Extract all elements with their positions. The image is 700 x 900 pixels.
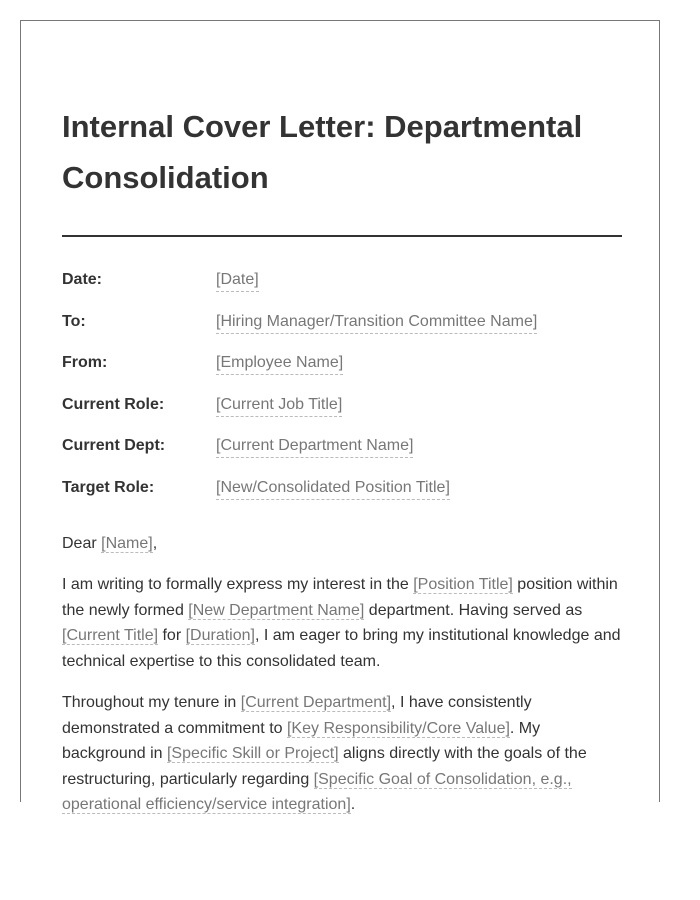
current-department-placeholder: [Current Department] — [240, 693, 392, 711]
field-value-current-role: [Current Job Title] — [216, 394, 342, 417]
letter-body — [62, 531, 627, 833]
paragraph-text: , I am eager to bring my institutional knowledge and technical expertise to this consolidated team. — [62, 627, 621, 670]
header-fields — [62, 269, 622, 519]
paragraph-text: . My background in — [62, 719, 541, 763]
paragraph-interest — [62, 572, 627, 674]
paragraph-text: aligns directly with the goals of the restructuring, particularly regarding — [62, 745, 587, 788]
field-label-from: From: — [62, 354, 108, 372]
key-responsibility-placeholder: [Key Responsibility/Core Value] — [286, 719, 510, 737]
field-row-current-dept — [62, 435, 622, 477]
field-value-target-role: [New/Consolidated Position Title] — [216, 477, 450, 500]
paragraph-text: I am writing to formally express my interest in the — [62, 576, 414, 594]
paragraph-text: Throughout my tenure in — [62, 693, 241, 711]
letter-page — [20, 20, 660, 814]
salutation-prefix: Dear — [62, 535, 102, 552]
page-title: Internal Cover Letter: Departmental Consolidation — [62, 109, 583, 195]
field-label-current-role: Current Role: — [62, 395, 165, 413]
field-row-current-role — [62, 394, 622, 436]
paragraph-text: department. Having served as — [364, 601, 583, 619]
salutation — [62, 531, 627, 557]
paragraph-text: , I have consistently demonstrated a commitment to — [62, 693, 532, 737]
field-row-date — [62, 269, 622, 311]
paragraph-text: for — [158, 627, 186, 645]
field-label-target-role: Target Role: — [62, 478, 155, 496]
title-divider — [62, 235, 622, 237]
field-row-target-role — [62, 477, 622, 519]
field-value-date: [Date] — [216, 269, 259, 292]
paragraph-text: . — [350, 796, 356, 814]
duration-placeholder: [Duration] — [185, 627, 255, 645]
field-label-to: To: — [62, 312, 86, 330]
position-title-placeholder: [Position Title] — [413, 576, 513, 594]
specific-skill-placeholder: [Specific Skill or Project] — [166, 745, 339, 763]
field-label-current-dept: Current Dept: — [62, 437, 166, 455]
paragraph-tenure — [62, 690, 627, 818]
field-row-from — [62, 352, 622, 394]
field-value-current-dept: [Current Department Name] — [216, 435, 413, 458]
field-label-date: Date: — [62, 271, 103, 288]
field-row-to — [62, 311, 622, 353]
salutation-name-placeholder: [Name] — [101, 535, 153, 552]
salutation-suffix: , — [152, 535, 158, 552]
consolidation-goal-placeholder: [Specific Goal of Consolidation, e.g., operational efficiency/service integration] — [62, 770, 572, 814]
new-department-placeholder: [New Department Name] — [188, 601, 365, 619]
field-value-to: [Hiring Manager/Transition Committee Name] — [216, 311, 537, 334]
field-value-from: [Employee Name] — [216, 352, 343, 375]
paragraph-text: position within the newly formed — [62, 576, 618, 619]
current-title-placeholder: [Current Title] — [62, 627, 159, 645]
